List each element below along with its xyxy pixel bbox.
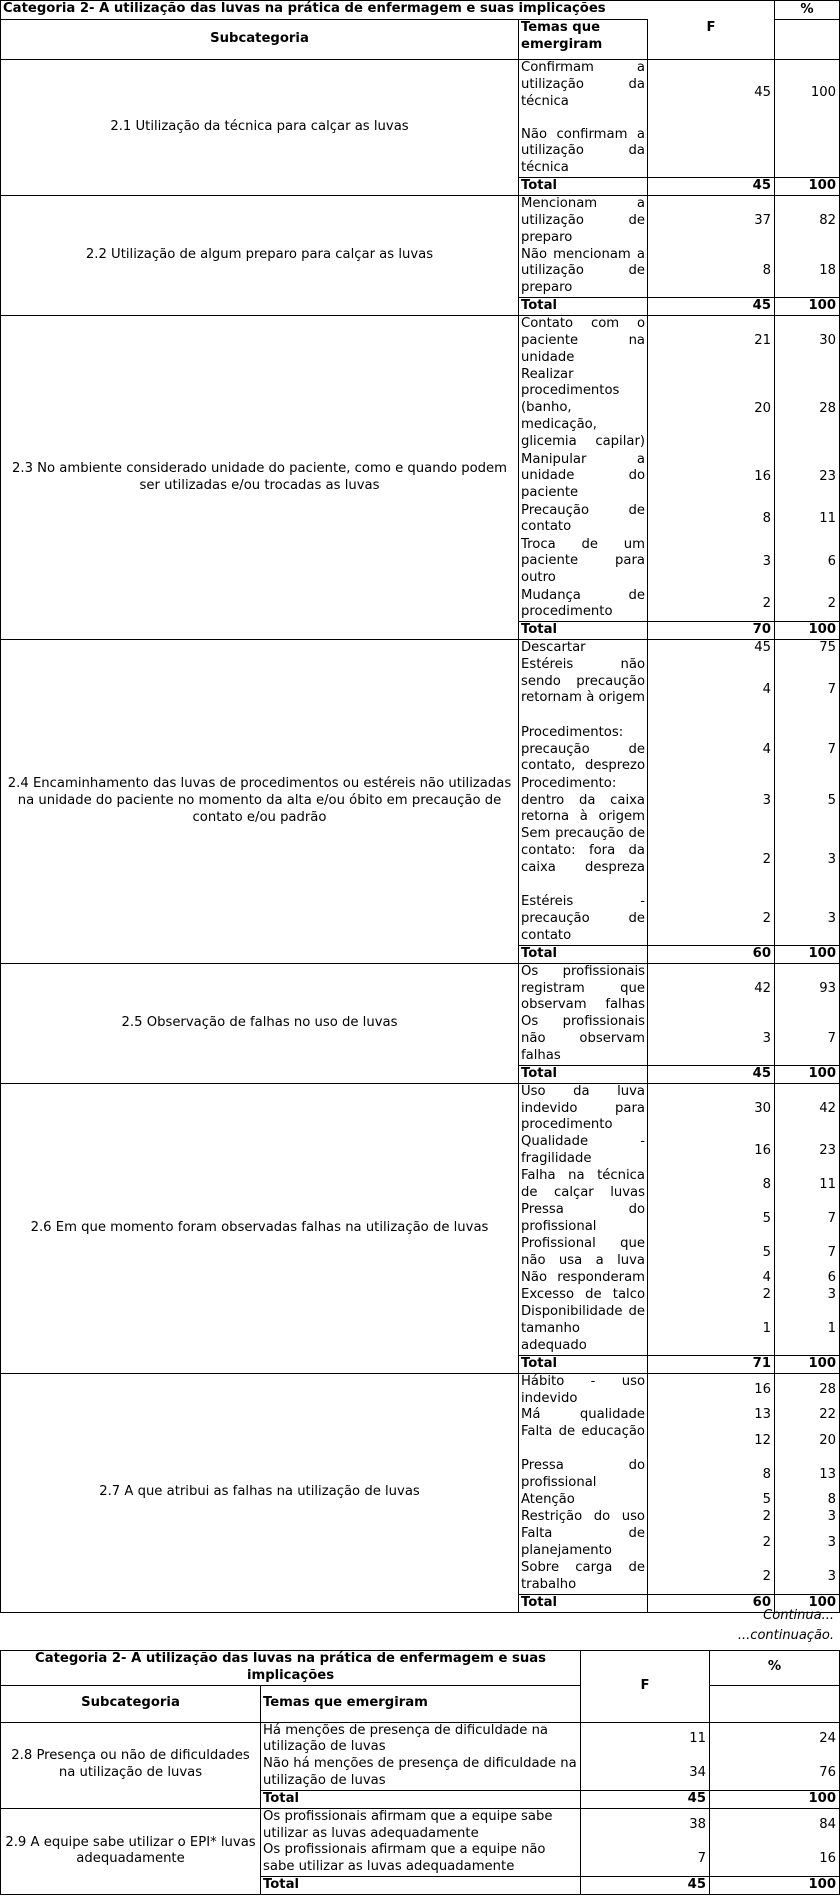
frequency-cell: 7 bbox=[581, 1842, 710, 1876]
subcategory-cell: 2.8 Presença ou não de dificuldades na utilização de luvas bbox=[1, 1722, 261, 1808]
theme-cell: Manipular a unidade do paciente bbox=[519, 452, 648, 503]
percent-cell: 3 bbox=[775, 1560, 840, 1594]
total-percent: 100 bbox=[710, 1790, 840, 1808]
subcategory-cell: 2.7 A que atribui as falhas na utilização de luvas bbox=[1, 1373, 519, 1612]
total-frequency: 60 bbox=[648, 1594, 775, 1612]
category-table-part2 bbox=[0, 1650, 840, 1895]
percent-cell: 23 bbox=[775, 452, 840, 503]
theme-cell: Os profissionais afirmam que a equipe sabe utilizar as luvas adequadamente bbox=[261, 1808, 581, 1842]
total-label: Total bbox=[519, 178, 648, 196]
percent-cell: 7 bbox=[775, 1014, 840, 1065]
table-row bbox=[1, 316, 840, 367]
frequency-cell: 3 bbox=[648, 537, 775, 588]
frequency-cell: 8 bbox=[648, 503, 775, 537]
total-label: Total bbox=[519, 1594, 648, 1612]
frequency-cell: 2 bbox=[648, 1560, 775, 1594]
theme-cell: Não mencionam a utilização de preparo bbox=[519, 247, 648, 298]
percent-cell: 28 bbox=[775, 1373, 840, 1407]
subcategory-cell: 2.2 Utilização de algum preparo para calçar as luvas bbox=[1, 196, 519, 316]
table-row bbox=[1, 1373, 840, 1407]
theme-cell: Pressa do profissional bbox=[519, 1458, 648, 1492]
percent-cell: 5 bbox=[775, 776, 840, 826]
theme-cell: Há menções de presença de dificuldade na utilização de luvas bbox=[261, 1722, 581, 1756]
frequency-cell: 21 bbox=[648, 316, 775, 367]
theme-cell: Troca de um paciente para outro bbox=[519, 537, 648, 588]
table-row bbox=[1, 640, 840, 657]
theme-cell: Excesso de talco bbox=[519, 1287, 648, 1304]
frequency-cell bbox=[648, 127, 775, 178]
frequency-cell: 4 bbox=[648, 1270, 775, 1287]
frequency-cell: 16 bbox=[648, 452, 775, 503]
themes-header: Temas que emergiram bbox=[519, 20, 648, 60]
theme-cell: Mencionam a utilização de preparo bbox=[519, 196, 648, 247]
total-percent: 100 bbox=[775, 298, 840, 316]
pct-header-2: % bbox=[710, 1651, 840, 1686]
frequency-cell: 16 bbox=[648, 1373, 775, 1407]
theme-cell: Os profissionais não observam falhas bbox=[519, 1014, 648, 1065]
total-frequency: 45 bbox=[581, 1790, 710, 1808]
subcategory-cell: 2.4 Encaminhamento das luvas de procedimentos ou estéreis não utilizadas na unidade do paciente no momento da alta e/ou óbito em precaução de contato e/ou padrão bbox=[1, 640, 519, 964]
percent-cell: 82 bbox=[775, 196, 840, 247]
theme-cell: Uso da luva indevido para procedimento bbox=[519, 1083, 648, 1134]
percent-cell: 3 bbox=[775, 1526, 840, 1560]
frequency-cell: 8 bbox=[648, 1168, 775, 1202]
percent-cell: 2 bbox=[775, 588, 840, 622]
frequency-cell: 2 bbox=[648, 1287, 775, 1304]
total-percent: 100 bbox=[775, 945, 840, 963]
frequency-cell: 20 bbox=[648, 367, 775, 452]
percent-cell: 30 bbox=[775, 316, 840, 367]
theme-cell: Mudança de procedimento bbox=[519, 588, 648, 622]
frequency-cell: 30 bbox=[648, 1083, 775, 1134]
frequency-cell: 34 bbox=[581, 1756, 710, 1790]
percent-cell: 28 bbox=[775, 367, 840, 452]
subcategory-cell: 2.3 No ambiente considerado unidade do paciente, como e quando podem ser utilizadas e/ou trocadas as luvas bbox=[1, 316, 519, 640]
table-row bbox=[1, 1808, 840, 1842]
theme-cell: Falta de planejamento bbox=[519, 1526, 648, 1560]
theme-cell: Qualidade - fragilidade bbox=[519, 1134, 648, 1168]
total-label: Total bbox=[261, 1876, 581, 1894]
total-label: Total bbox=[519, 622, 648, 640]
theme-cell: Contato com o paciente na unidade bbox=[519, 316, 648, 367]
frequency-cell: 5 bbox=[648, 1236, 775, 1270]
theme-cell: Atenção bbox=[519, 1492, 648, 1509]
theme-cell: Os profissionais afirmam que a equipe não sabe utilizar as luvas adequadamente bbox=[261, 1842, 581, 1876]
frequency-cell: 45 bbox=[648, 60, 775, 127]
frequency-cell: 45 bbox=[648, 640, 775, 657]
total-frequency: 45 bbox=[648, 1065, 775, 1083]
continues-note: Continua... bbox=[763, 1608, 834, 1623]
frequency-cell: 2 bbox=[648, 1509, 775, 1526]
frequency-cell: 3 bbox=[648, 776, 775, 826]
theme-cell: Hábito - uso indevido bbox=[519, 1373, 648, 1407]
total-label: Total bbox=[261, 1790, 581, 1808]
total-percent: 100 bbox=[775, 1065, 840, 1083]
total-label: Total bbox=[519, 1355, 648, 1373]
theme-cell: Estéreis - precaução de contato bbox=[519, 894, 648, 945]
frequency-cell: 2 bbox=[648, 894, 775, 945]
theme-cell: Sobre carga de trabalho bbox=[519, 1560, 648, 1594]
frequency-cell: 38 bbox=[581, 1808, 710, 1842]
total-percent: 100 bbox=[775, 1355, 840, 1373]
pct-header: % bbox=[775, 1, 840, 20]
percent-cell: 22 bbox=[775, 1407, 840, 1424]
frequency-cell: 12 bbox=[648, 1424, 775, 1458]
theme-cell: Restrição do uso bbox=[519, 1509, 648, 1526]
theme-cell: Profissional que não usa a luva bbox=[519, 1236, 648, 1270]
theme-cell: Não há menções de presença de dificuldade na utilização de luvas bbox=[261, 1756, 581, 1790]
frequency-cell: 4 bbox=[648, 725, 775, 776]
frequency-cell: 8 bbox=[648, 247, 775, 298]
percent-cell: 11 bbox=[775, 1168, 840, 1202]
total-percent: 100 bbox=[775, 178, 840, 196]
total-frequency: 45 bbox=[648, 178, 775, 196]
percent-cell: 7 bbox=[775, 1236, 840, 1270]
frequency-cell: 2 bbox=[648, 588, 775, 622]
percent-cell: 6 bbox=[775, 537, 840, 588]
frequency-cell: 42 bbox=[648, 963, 775, 1014]
table-body-part1 bbox=[1, 60, 840, 1613]
percent-cell: 6 bbox=[775, 1270, 840, 1287]
table-row bbox=[1, 1722, 840, 1756]
total-percent: 100 bbox=[775, 622, 840, 640]
percent-cell: 7 bbox=[775, 1202, 840, 1236]
percent-cell: 42 bbox=[775, 1083, 840, 1134]
themes-header-2: Temas que emergiram bbox=[261, 1685, 581, 1722]
percent-cell: 24 bbox=[710, 1722, 840, 1756]
theme-cell: Descartar bbox=[519, 640, 648, 657]
percent-cell: 76 bbox=[710, 1756, 840, 1790]
frequency-cell: 3 bbox=[648, 1014, 775, 1065]
percent-cell: 7 bbox=[775, 725, 840, 776]
percent-cell: 20 bbox=[775, 1424, 840, 1458]
frequency-cell: 8 bbox=[648, 1458, 775, 1492]
percent-cell: 3 bbox=[775, 826, 840, 894]
subcategory-header: Subcategoria bbox=[1, 20, 519, 60]
percent-cell: 18 bbox=[775, 247, 840, 298]
percent-cell: 75 bbox=[775, 640, 840, 657]
theme-cell: Os profissionais registram que observam falhas bbox=[519, 963, 648, 1014]
theme-cell: Sem precaução de contato: fora da caixa despreza bbox=[519, 826, 648, 894]
total-frequency: 70 bbox=[648, 622, 775, 640]
percent-cell: 23 bbox=[775, 1134, 840, 1168]
percent-cell: 13 bbox=[775, 1458, 840, 1492]
subcategory-cell: 2.5 Observação de falhas no uso de luvas bbox=[1, 963, 519, 1083]
percent-cell: 3 bbox=[775, 1287, 840, 1304]
total-frequency: 45 bbox=[581, 1876, 710, 1894]
frequency-cell: 16 bbox=[648, 1134, 775, 1168]
percent-cell: 100 bbox=[775, 60, 840, 127]
percent-cell: 3 bbox=[775, 894, 840, 945]
percent-cell: 1 bbox=[775, 1304, 840, 1355]
percent-cell: 84 bbox=[710, 1808, 840, 1842]
subcategory-header-2: Subcategoria bbox=[1, 1685, 261, 1722]
theme-cell: Pressa do profissional bbox=[519, 1202, 648, 1236]
frequency-cell: 4 bbox=[648, 657, 775, 725]
subcategory-cell: 2.9 A equipe sabe utilizar o EPI* luvas adequadamente bbox=[1, 1808, 261, 1894]
theme-cell: Má qualidade bbox=[519, 1407, 648, 1424]
total-percent: 100 bbox=[710, 1876, 840, 1894]
total-frequency: 71 bbox=[648, 1355, 775, 1373]
percent-cell: 93 bbox=[775, 963, 840, 1014]
theme-cell: Disponibilidade de tamanho adequado bbox=[519, 1304, 648, 1355]
percent-cell: 8 bbox=[775, 1492, 840, 1509]
theme-cell: Procedimento: dentro da caixa retorna à origem bbox=[519, 776, 648, 826]
theme-cell: Procedimentos: precaução de contato, desprezo bbox=[519, 725, 648, 776]
total-label: Total bbox=[519, 1065, 648, 1083]
frequency-cell: 1 bbox=[648, 1304, 775, 1355]
theme-cell: Realizar procedimentos (banho, medicação, glicemia capilar) bbox=[519, 367, 648, 452]
category-title: Categoria 2- A utilização das luvas na prática de enfermagem e suas implicações bbox=[1, 1, 648, 20]
f-header: F bbox=[648, 20, 775, 60]
subcategory-cell: 2.1 Utilização da técnica para calçar as luvas bbox=[1, 60, 519, 196]
table-row bbox=[1, 963, 840, 1014]
frequency-cell: 5 bbox=[648, 1492, 775, 1509]
f-header-2: F bbox=[581, 1651, 710, 1723]
theme-cell: Não responderam bbox=[519, 1270, 648, 1287]
percent-cell bbox=[775, 127, 840, 178]
frequency-cell: 2 bbox=[648, 1526, 775, 1560]
total-frequency: 45 bbox=[648, 298, 775, 316]
frequency-cell: 13 bbox=[648, 1407, 775, 1424]
table-row bbox=[1, 60, 840, 127]
frequency-cell: 37 bbox=[648, 196, 775, 247]
theme-cell: Falta de educação bbox=[519, 1424, 648, 1458]
theme-cell: Precaução de contato bbox=[519, 503, 648, 537]
theme-cell: Estéreis não sendo precaução retornam à origem bbox=[519, 657, 648, 725]
percent-cell: 11 bbox=[775, 503, 840, 537]
continuation-note: ...continuação. bbox=[737, 1628, 834, 1643]
total-label: Total bbox=[519, 945, 648, 963]
theme-cell: Confirmam a utilização da técnica bbox=[519, 60, 648, 127]
percent-cell: 7 bbox=[775, 657, 840, 725]
table-body-part2 bbox=[1, 1722, 840, 1894]
total-percent: 100 bbox=[775, 1594, 840, 1612]
category-title-2: Categoria 2- A utilização das luvas na prática de enfermagem e suas implicações bbox=[1, 1651, 581, 1686]
table-row bbox=[1, 196, 840, 247]
subcategory-cell: 2.6 Em que momento foram observadas falhas na utilização de luvas bbox=[1, 1083, 519, 1373]
frequency-cell: 2 bbox=[648, 826, 775, 894]
table-row bbox=[1, 1083, 840, 1134]
total-label: Total bbox=[519, 298, 648, 316]
percent-cell: 16 bbox=[710, 1842, 840, 1876]
percent-cell: 3 bbox=[775, 1509, 840, 1526]
frequency-cell: 5 bbox=[648, 1202, 775, 1236]
theme-cell: Não confirmam a utilização da técnica bbox=[519, 127, 648, 178]
theme-cell: Falha na técnica de calçar luvas bbox=[519, 1168, 648, 1202]
total-frequency: 60 bbox=[648, 945, 775, 963]
frequency-cell: 11 bbox=[581, 1722, 710, 1756]
